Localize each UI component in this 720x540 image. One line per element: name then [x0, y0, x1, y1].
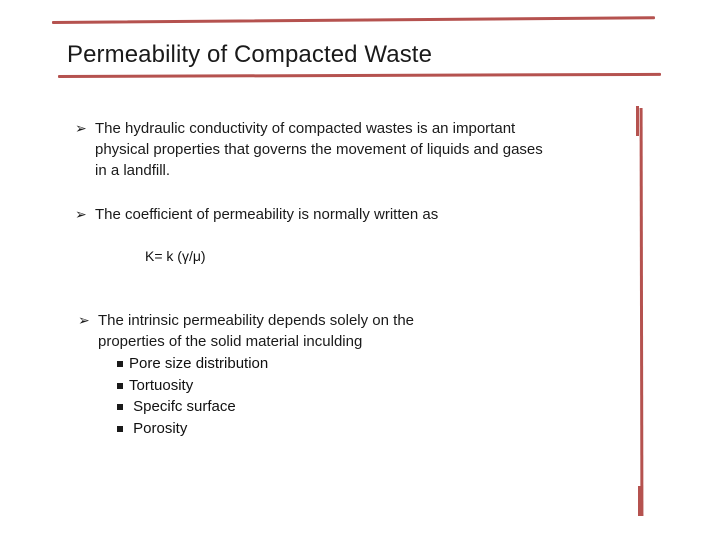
bullet-line: The hydraulic conductivity of compacted wastes is an important [95, 120, 516, 137]
bullet-line: in a landfill. [95, 162, 171, 179]
list-item [117, 353, 417, 375]
square-bullet-icon [117, 426, 123, 432]
right-border-bottom-segment [638, 486, 641, 516]
square-bullet-icon [117, 383, 123, 389]
list-item [117, 375, 417, 397]
slide-title: Permeability of Compacted Waste [67, 41, 433, 68]
list-item-label: Porosity [129, 419, 188, 437]
list-item [117, 418, 417, 440]
list-item-label: Specifc surface [129, 398, 236, 415]
bullet-line: The coefficient of permeability is normally written as [95, 206, 439, 223]
square-bullet-icon [117, 361, 123, 367]
list-item-label: Pore size distribution [129, 355, 269, 372]
square-bullet-icon [117, 404, 123, 410]
bullet-text [95, 118, 543, 181]
arrow-bullet-icon: ➢ [75, 206, 87, 222]
permeability-formula: K= k (γ/μ) [145, 248, 206, 264]
bullet-line: properties of the solid material inculding [98, 333, 363, 350]
arrow-bullet-icon: ➢ [78, 312, 90, 328]
bullet-text [98, 310, 414, 352]
material-properties-list [117, 353, 417, 439]
bullet-line: The intrinsic permeability depends solely on the [98, 312, 415, 329]
right-border-line [640, 108, 644, 516]
bullet-intrinsic-permeability [78, 310, 598, 354]
bullet-line: physical properties that governs the movement of liquids and gases [95, 141, 543, 158]
bullet-coefficient-of-permeability [75, 204, 615, 226]
list-item [117, 396, 417, 418]
list-item-label: Tortuosity [129, 376, 194, 394]
title-underline [58, 73, 661, 78]
bullet-hydraulic-conductivity [75, 118, 615, 184]
right-border-top-segment [636, 106, 639, 136]
arrow-bullet-icon: ➢ [75, 120, 87, 136]
top-rule-line [52, 16, 655, 24]
bullet-text [95, 204, 438, 225]
